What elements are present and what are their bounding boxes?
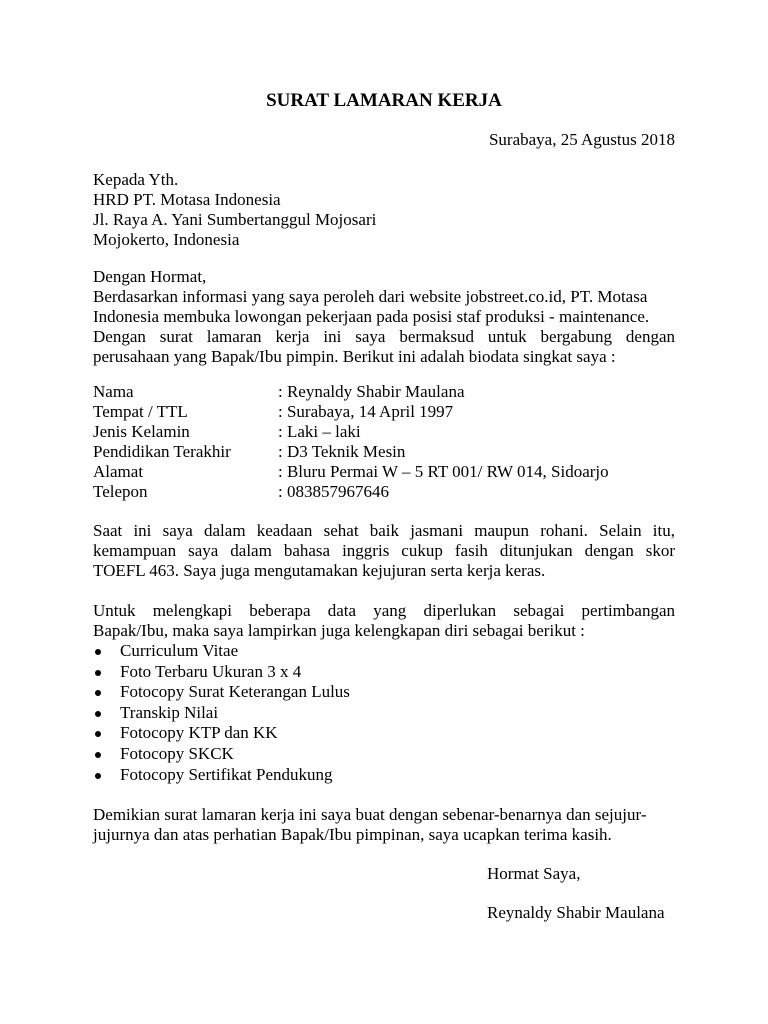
biodata-value: : Surabaya, 14 April 1997 bbox=[278, 402, 454, 421]
list-item-text: Foto Terbaru Ukuran 3 x 4 bbox=[120, 661, 302, 681]
intro-line: Indonesia membuka lowongan pekerjaan pada posisi staf produksi - maintenance. bbox=[93, 307, 650, 326]
signoff: Hormat Saya, bbox=[487, 864, 581, 883]
letter-title: SURAT LAMARAN KERJA bbox=[266, 90, 502, 111]
paragraph-line: TOEFL 463. Saya juga mengutamakan kejujuran serta kerja keras. bbox=[93, 561, 546, 580]
paragraph-line: kemampuan saya dalam bahasa inggris cukup fasih ditunjukan dengan skor bbox=[93, 541, 675, 560]
list-item-text: Fotocopy Sertifikat Pendukung bbox=[120, 764, 333, 784]
signature-name: Reynaldy Shabir Maulana bbox=[487, 903, 665, 922]
intro-line: Berdasarkan informasi yang saya peroleh dari website jobstreet.co.id, PT. Motasa bbox=[93, 287, 648, 306]
recipient-line: Jl. Raya A. Yani Sumbertanggul Mojosari bbox=[93, 210, 377, 229]
paragraph-line: Untuk melengkapi beberapa data yang diperlukan sebagai pertimbangan bbox=[93, 601, 675, 620]
attachment-list bbox=[93, 641, 675, 785]
list-item bbox=[93, 641, 675, 662]
biodata-label: Jenis Kelamin bbox=[93, 422, 190, 441]
paragraph-line: Bapak/Ibu, maka saya lampirkan juga kelengkapan diri sebagai berikut : bbox=[93, 621, 585, 640]
list-item-text: Curriculum Vitae bbox=[120, 641, 239, 660]
intro-line: perusahaan yang Bapak/Ibu pimpin. Berikut ini adalah biodata singkat saya : bbox=[93, 347, 616, 366]
recipient-line: HRD PT. Motasa Indonesia bbox=[93, 190, 281, 209]
list-item bbox=[93, 662, 675, 683]
biodata-label: Pendidikan Terakhir bbox=[93, 442, 231, 461]
list-item bbox=[93, 682, 675, 703]
paragraph-line: jujurnya dan atas perhatian Bapak/Ibu pimpinan, saya ucapkan terima kasih. bbox=[93, 825, 612, 844]
biodata-value: : Laki – laki bbox=[278, 422, 361, 441]
biodata-label: Alamat bbox=[93, 462, 144, 481]
closing-paragraph bbox=[93, 805, 675, 845]
paragraph-line: Demikian surat lamaran kerja ini saya buat dengan sebenar-benarnya dan sejujur- bbox=[93, 805, 647, 824]
biodata-row bbox=[93, 462, 675, 482]
biodata-value: : Bluru Permai W – 5 RT 001/ RW 014, Sidoarjo bbox=[278, 462, 609, 481]
list-item bbox=[93, 723, 675, 744]
biodata-label: Tempat / TTL bbox=[93, 402, 188, 421]
biodata-row bbox=[93, 482, 675, 502]
list-item bbox=[93, 703, 675, 724]
list-item-text: Fotocopy KTP dan KK bbox=[120, 723, 278, 743]
recipient-address bbox=[93, 170, 675, 250]
recipient-line: Kepada Yth. bbox=[93, 170, 179, 189]
paragraph-line: Saat ini saya dalam keadaan sehat baik jasmani maupun rohani. Selain itu, bbox=[93, 521, 675, 540]
list-item bbox=[93, 744, 675, 765]
biodata-value: : D3 Teknik Mesin bbox=[278, 442, 406, 461]
list-item bbox=[93, 765, 675, 786]
biodata-label: Nama bbox=[93, 382, 134, 401]
intro-line: Dengan surat lamaran kerja ini saya bermaksud untuk bergabung dengan bbox=[93, 327, 675, 346]
biodata-row bbox=[93, 442, 675, 462]
biodata-value: : Reynaldy Shabir Maulana bbox=[278, 382, 465, 401]
recipient-line: Mojokerto, Indonesia bbox=[93, 230, 240, 249]
letter-date: Surabaya, 25 Agustus 2018 bbox=[488, 130, 675, 149]
list-item-text: Transkip Nilai bbox=[120, 702, 219, 722]
intro-paragraph bbox=[93, 287, 675, 367]
letter-page bbox=[93, 0, 675, 1024]
biodata-row bbox=[93, 382, 675, 402]
health-paragraph bbox=[93, 521, 675, 581]
biodata-row bbox=[93, 422, 675, 442]
attachment-intro-paragraph bbox=[93, 601, 675, 641]
greeting: Dengan Hormat, bbox=[93, 267, 207, 286]
biodata-table bbox=[93, 382, 675, 502]
list-item-text: Fotocopy SKCK bbox=[120, 743, 234, 763]
list-item-text: Fotocopy Surat Keterangan Lulus bbox=[120, 682, 350, 702]
biodata-value: : 083857967646 bbox=[278, 482, 389, 501]
biodata-row bbox=[93, 402, 675, 422]
biodata-label: Telepon bbox=[93, 482, 148, 501]
